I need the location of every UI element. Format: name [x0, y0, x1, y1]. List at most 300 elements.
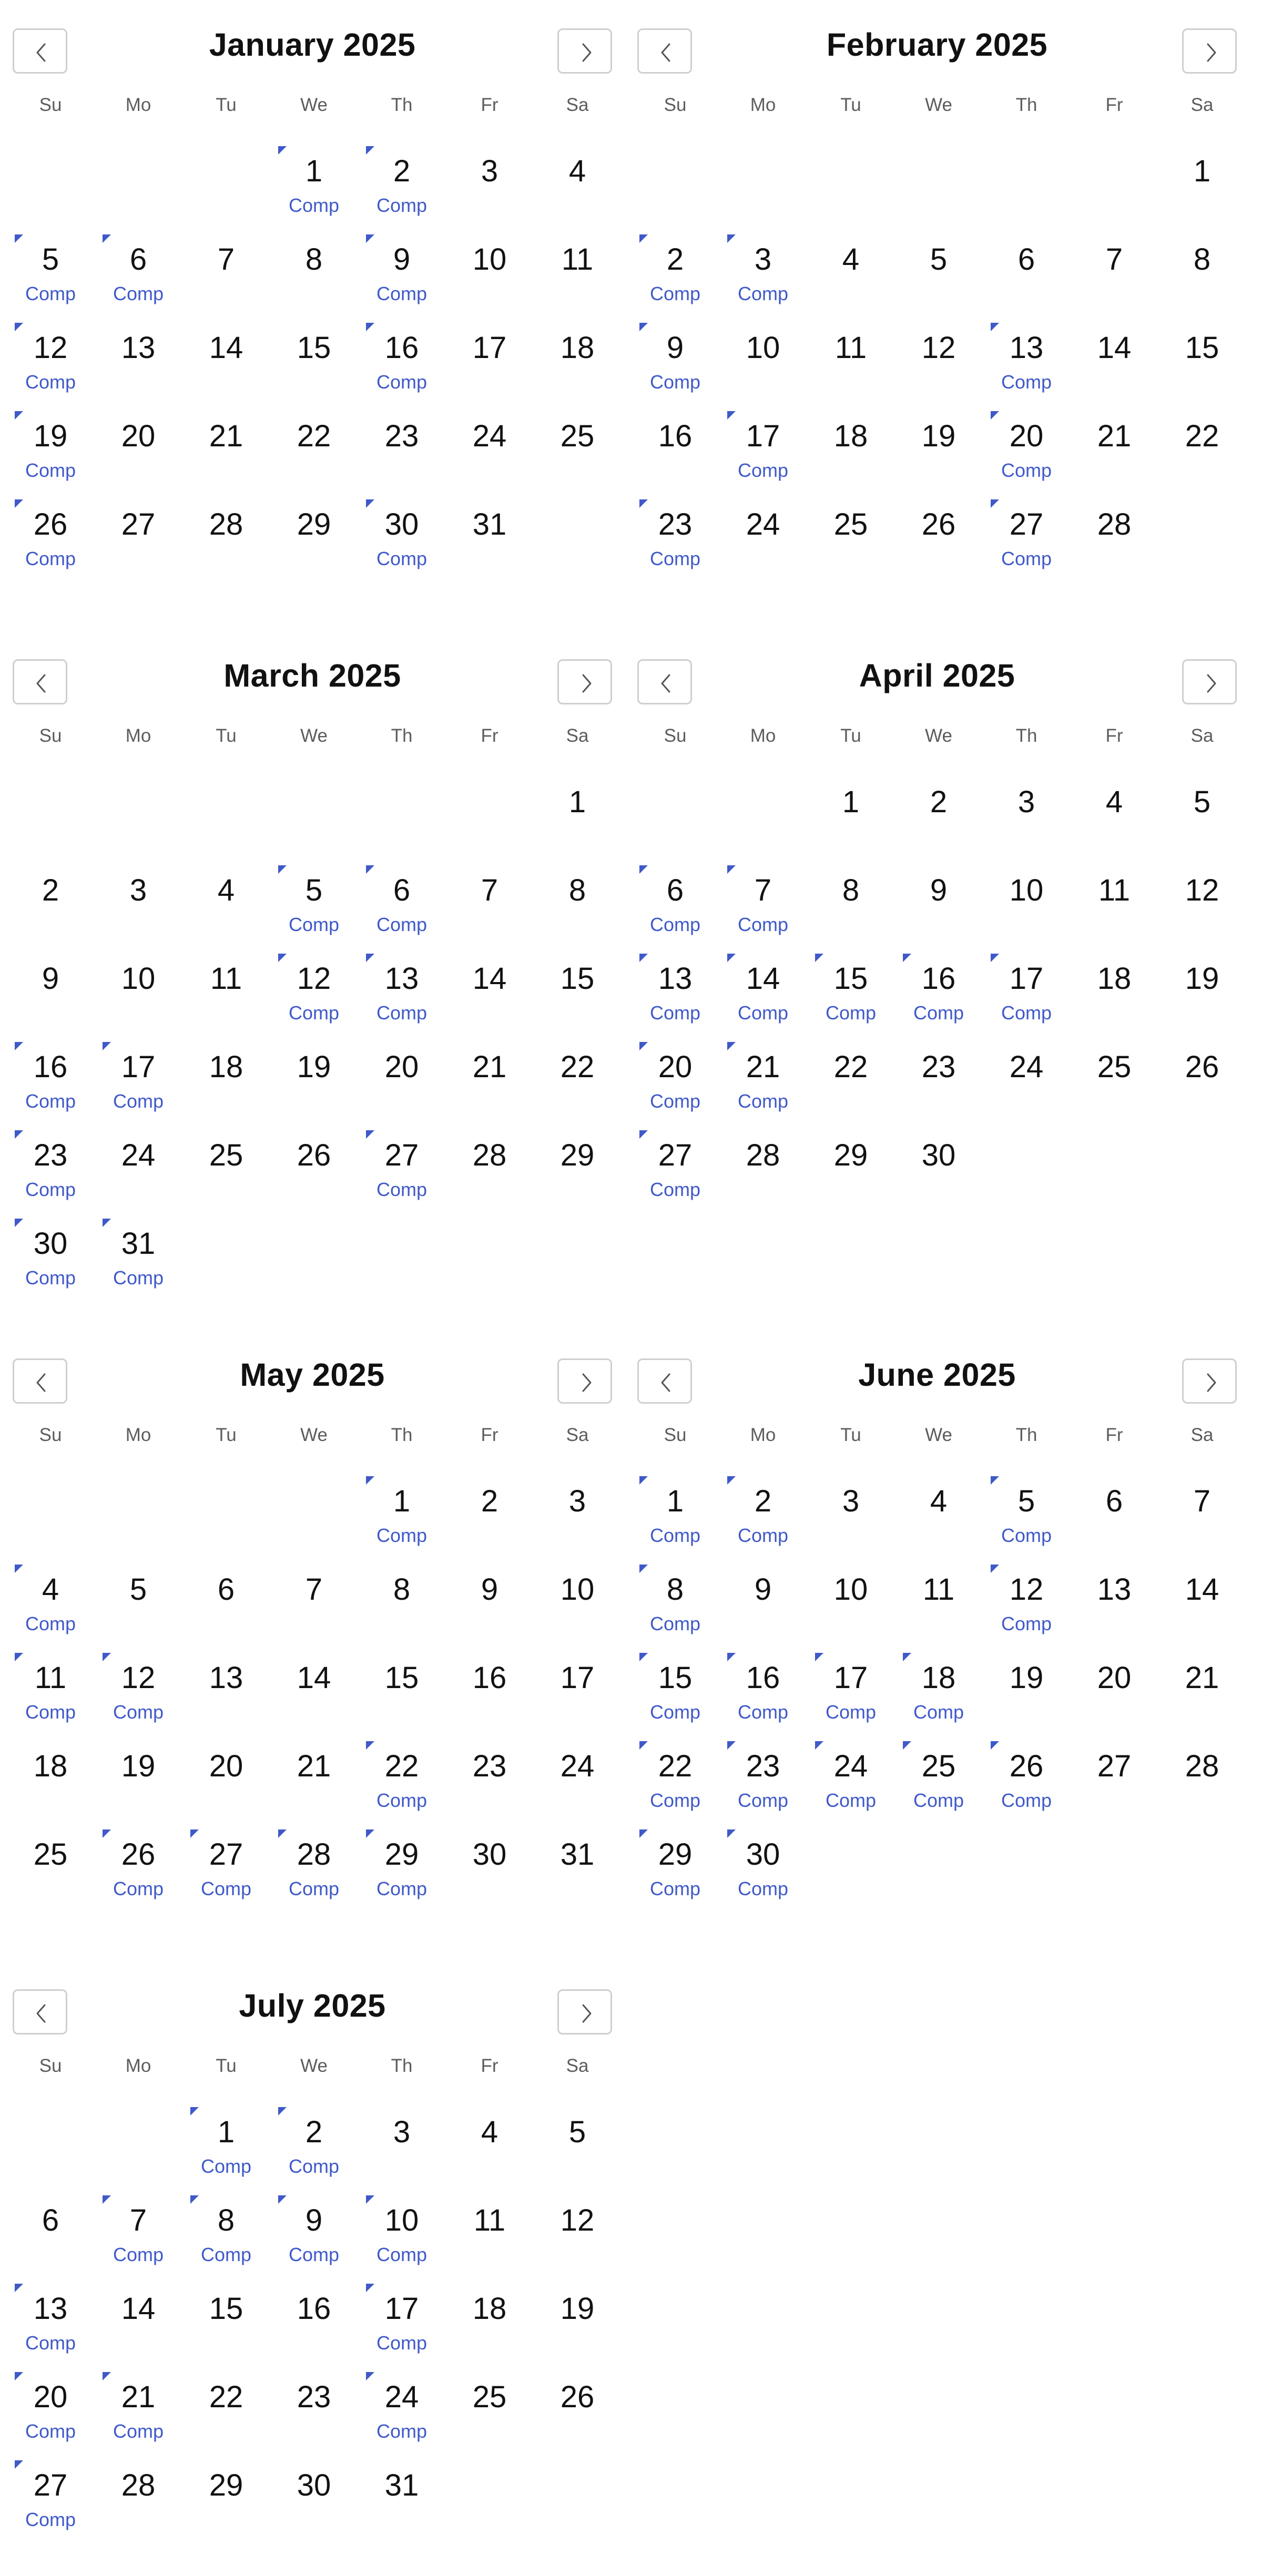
weekday-label: Su: [664, 95, 687, 115]
day-cell[interactable]: [274, 1660, 353, 1744]
day-cell[interactable]: [99, 2291, 178, 2375]
day-number: 25: [1097, 1050, 1132, 1084]
day-cell[interactable]: [99, 1226, 178, 1310]
day-cell[interactable]: [724, 1749, 802, 1833]
day-cell[interactable]: [1075, 784, 1154, 868]
comp-flag-icon: [366, 1476, 374, 1485]
comp-label: Comp: [649, 1002, 701, 1024]
day-cell[interactable]: [11, 2291, 90, 2375]
day-cell[interactable]: [1163, 418, 1241, 503]
day-cell[interactable]: [1075, 1749, 1154, 1833]
day-cell[interactable]: [99, 873, 178, 957]
day-cell[interactable]: [1163, 873, 1241, 957]
day-number: 12: [33, 331, 68, 365]
day-number: 29: [560, 1138, 595, 1172]
day-number: 11: [1098, 873, 1131, 907]
day-cell[interactable]: [538, 242, 617, 326]
comp-flag-icon: [278, 1829, 287, 1838]
day-cell[interactable]: [987, 1660, 1066, 1744]
day-cell[interactable]: [987, 1572, 1066, 1656]
day-number: 27: [121, 507, 156, 541]
day-number: 6: [129, 242, 147, 277]
day-cell[interactable]: [899, 1138, 978, 1222]
day-cell[interactable]: [636, 1138, 715, 1222]
day-cell[interactable]: [724, 1484, 802, 1568]
comp-flag-icon: [15, 1219, 23, 1227]
day-cell[interactable]: [187, 2468, 266, 2552]
day-cell[interactable]: [636, 418, 715, 503]
weekday-label: Sa: [1190, 1425, 1214, 1445]
day-cell[interactable]: [99, 2468, 178, 2552]
day-cell[interactable]: [811, 507, 890, 591]
day-cell[interactable]: [724, 873, 802, 957]
day-number: 28: [1097, 507, 1132, 541]
day-cell[interactable]: [187, 873, 266, 957]
day-number: 3: [481, 154, 498, 188]
day-number: 25: [833, 507, 868, 541]
day-cell[interactable]: [636, 242, 715, 326]
comp-label: Comp: [649, 1790, 701, 1811]
day-cell[interactable]: [450, 242, 529, 326]
day-cell[interactable]: [450, 2114, 529, 2199]
comp-flag-icon: [278, 954, 287, 962]
day-cell[interactable]: [362, 242, 441, 326]
day-cell[interactable]: [811, 1749, 890, 1833]
day-cell[interactable]: [187, 961, 266, 1045]
day-cell[interactable]: [1075, 1049, 1154, 1133]
day-cell[interactable]: [99, 1749, 178, 1833]
day-cell[interactable]: [362, 1572, 441, 1656]
day-cell[interactable]: [187, 2379, 266, 2463]
day-cell[interactable]: [899, 1049, 978, 1133]
day-number: 7: [481, 873, 498, 907]
day-cell[interactable]: [538, 418, 617, 503]
day-cell[interactable]: [450, 2203, 529, 2287]
day-cell[interactable]: [538, 2114, 617, 2199]
day-cell[interactable]: [11, 1837, 90, 1921]
day-cell[interactable]: [11, 418, 90, 503]
day-number: 13: [33, 2292, 68, 2326]
comp-label: Comp: [113, 2420, 164, 2442]
comp-label: Comp: [376, 1525, 428, 1546]
day-cell[interactable]: [1163, 1049, 1241, 1133]
day-cell[interactable]: [811, 961, 890, 1045]
day-cell[interactable]: [899, 1572, 978, 1656]
day-cell[interactable]: [811, 418, 890, 503]
comp-label: Comp: [913, 1701, 964, 1723]
weekday-header-row: [4, 1425, 620, 1456]
day-cell[interactable]: [1163, 154, 1241, 238]
day-cell[interactable]: [362, 2468, 441, 2552]
day-number: 26: [560, 2380, 595, 2414]
day-cell[interactable]: [1075, 507, 1154, 591]
day-cell[interactable]: [538, 330, 617, 414]
day-cell[interactable]: [450, 418, 529, 503]
day-cell[interactable]: [274, 873, 353, 957]
day-cell[interactable]: [987, 242, 1066, 326]
day-cell[interactable]: [11, 242, 90, 326]
day-cell[interactable]: [1075, 1660, 1154, 1744]
day-number: 28: [472, 1138, 507, 1172]
day-cell[interactable]: [450, 1049, 529, 1133]
day-cell[interactable]: [899, 961, 978, 1045]
day-cell[interactable]: [899, 507, 978, 591]
day-cell[interactable]: [362, 961, 441, 1045]
day-cell[interactable]: [1163, 1572, 1241, 1656]
day-cell[interactable]: [724, 1660, 802, 1744]
day-number: 26: [121, 1837, 156, 1872]
day-number: 2: [754, 1484, 772, 1518]
day-cell[interactable]: [987, 507, 1066, 591]
day-cell[interactable]: [987, 784, 1066, 868]
day-cell[interactable]: [1163, 784, 1241, 868]
day-number: 18: [33, 1749, 68, 1783]
day-cell[interactable]: [274, 507, 353, 591]
comp-flag-icon: [278, 146, 287, 155]
day-cell[interactable]: [636, 873, 715, 957]
day-cell[interactable]: [362, 2291, 441, 2375]
day-cell[interactable]: [1075, 330, 1154, 414]
comp-label: Comp: [288, 1002, 340, 1024]
day-cell[interactable]: [11, 507, 90, 591]
day-cell[interactable]: [724, 507, 802, 591]
day-cell[interactable]: [362, 873, 441, 957]
day-cell[interactable]: [274, 330, 353, 414]
day-cell[interactable]: [274, 1749, 353, 1833]
day-cell[interactable]: [274, 961, 353, 1045]
day-cell[interactable]: [987, 418, 1066, 503]
day-cell[interactable]: [11, 2468, 90, 2552]
day-cell[interactable]: [99, 1049, 178, 1133]
day-cell[interactable]: [811, 873, 890, 957]
comp-flag-icon: [278, 865, 287, 874]
next-month-button[interactable]: [1182, 659, 1237, 704]
day-cell[interactable]: [187, 2203, 266, 2287]
day-cell[interactable]: [187, 1049, 266, 1133]
day-cell[interactable]: [724, 1837, 802, 1921]
day-cell[interactable]: [636, 507, 715, 591]
day-cell[interactable]: [538, 1660, 617, 1744]
day-number: 18: [209, 1050, 243, 1084]
day-cell[interactable]: [899, 242, 978, 326]
day-number: 10: [560, 1572, 595, 1607]
day-cell[interactable]: [899, 1484, 978, 1568]
day-cell[interactable]: [274, 2203, 353, 2287]
comp-flag-icon: [991, 954, 999, 962]
day-cell[interactable]: [538, 1837, 617, 1921]
day-cell[interactable]: [636, 1749, 715, 1833]
day-cell[interactable]: [274, 2468, 353, 2552]
day-cell[interactable]: [811, 784, 890, 868]
day-cell[interactable]: [274, 2291, 353, 2375]
day-cell[interactable]: [538, 873, 617, 957]
day-cell[interactable]: [1163, 1749, 1241, 1833]
day-cell[interactable]: [899, 1749, 978, 1833]
day-cell[interactable]: [362, 2379, 441, 2463]
day-number: 14: [209, 331, 243, 365]
day-cell[interactable]: [99, 2379, 178, 2463]
day-cell[interactable]: [636, 1572, 715, 1656]
day-cell[interactable]: [724, 1572, 802, 1656]
day-cell[interactable]: [362, 2114, 441, 2199]
day-cell[interactable]: [538, 2203, 617, 2287]
chevron-right-icon: [577, 673, 596, 694]
day-cell[interactable]: [187, 242, 266, 326]
day-cell[interactable]: [187, 330, 266, 414]
day-cell[interactable]: [636, 1049, 715, 1133]
day-cell[interactable]: [99, 1837, 178, 1921]
day-cell[interactable]: [811, 1138, 890, 1222]
day-cell[interactable]: [724, 242, 802, 326]
next-month-button[interactable]: [1182, 28, 1237, 74]
day-cell[interactable]: [450, 2379, 529, 2463]
day-number: 19: [1185, 962, 1219, 996]
day-cell[interactable]: [636, 1837, 715, 1921]
day-cell[interactable]: [11, 2203, 90, 2287]
day-cell[interactable]: [187, 418, 266, 503]
day-cell[interactable]: [450, 1138, 529, 1222]
day-cell[interactable]: [636, 1660, 715, 1744]
day-cell[interactable]: [811, 1049, 890, 1133]
day-number: 3: [393, 2115, 411, 2149]
day-number: 28: [121, 2468, 156, 2502]
day-cell[interactable]: [987, 961, 1066, 1045]
day-cell[interactable]: [11, 2379, 90, 2463]
day-number: 27: [1097, 1749, 1132, 1783]
day-cell[interactable]: [538, 1484, 617, 1568]
day-cell[interactable]: [987, 330, 1066, 414]
day-cell[interactable]: [450, 873, 529, 957]
day-cell[interactable]: [362, 1484, 441, 1568]
day-number: 16: [33, 1050, 68, 1084]
day-number: 27: [658, 1138, 693, 1172]
comp-label: Comp: [376, 2420, 428, 2442]
day-cell[interactable]: [538, 2379, 617, 2463]
day-cell[interactable]: [1075, 418, 1154, 503]
day-cell[interactable]: [274, 242, 353, 326]
day-cell[interactable]: [99, 1572, 178, 1656]
day-cell[interactable]: [987, 1484, 1066, 1568]
day-number: 14: [121, 2292, 156, 2326]
day-cell[interactable]: [362, 1138, 441, 1222]
day-cell[interactable]: [362, 1049, 441, 1133]
day-cell[interactable]: [1163, 242, 1241, 326]
day-cell[interactable]: [987, 1049, 1066, 1133]
next-month-button[interactable]: [557, 1358, 612, 1404]
day-cell[interactable]: [450, 2291, 529, 2375]
day-cell[interactable]: [538, 154, 617, 238]
day-cell[interactable]: [1163, 330, 1241, 414]
day-cell[interactable]: [362, 154, 441, 238]
day-cell[interactable]: [274, 2114, 353, 2199]
day-cell[interactable]: [362, 507, 441, 591]
day-cell[interactable]: [636, 961, 715, 1045]
day-cell[interactable]: [1163, 961, 1241, 1045]
day-cell[interactable]: [187, 2114, 266, 2199]
day-cell[interactable]: [538, 961, 617, 1045]
day-cell[interactable]: [274, 2379, 353, 2463]
day-cell[interactable]: [899, 330, 978, 414]
weekday-label: We: [925, 95, 952, 115]
day-cell[interactable]: [724, 1138, 802, 1222]
day-number: 3: [754, 242, 772, 277]
day-cell[interactable]: [987, 873, 1066, 957]
day-cell[interactable]: [450, 961, 529, 1045]
day-cell[interactable]: [724, 418, 802, 503]
day-cell[interactable]: [274, 1837, 353, 1921]
day-cell[interactable]: [450, 330, 529, 414]
next-month-button[interactable]: [557, 28, 612, 74]
comp-flag-icon: [103, 234, 111, 243]
day-cell[interactable]: [187, 1660, 266, 1744]
day-cell[interactable]: [1075, 1484, 1154, 1568]
day-cell[interactable]: [450, 1660, 529, 1744]
comp-flag-icon: [15, 323, 23, 331]
day-cell[interactable]: [187, 2291, 266, 2375]
day-number: 19: [33, 419, 68, 453]
day-cell[interactable]: [538, 1049, 617, 1133]
day-cell[interactable]: [11, 961, 90, 1045]
day-number: 8: [305, 242, 323, 277]
day-cell[interactable]: [11, 1049, 90, 1133]
day-cell[interactable]: [811, 1484, 890, 1568]
day-number: 5: [930, 242, 948, 277]
day-cell[interactable]: [11, 1660, 90, 1744]
day-cell[interactable]: [99, 507, 178, 591]
day-cell[interactable]: [99, 1660, 178, 1744]
comp-flag-icon: [103, 1219, 111, 1227]
day-cell[interactable]: [187, 1138, 266, 1222]
day-cell[interactable]: [99, 330, 178, 414]
comp-flag-icon: [815, 1653, 823, 1661]
day-cell[interactable]: [1163, 1660, 1241, 1744]
day-cell[interactable]: [362, 1837, 441, 1921]
day-cell[interactable]: [899, 873, 978, 957]
day-cell[interactable]: [362, 2203, 441, 2287]
comp-label: Comp: [649, 548, 701, 569]
comp-label: Comp: [25, 1701, 76, 1723]
day-cell[interactable]: [11, 1138, 90, 1222]
day-number: 25: [921, 1749, 956, 1783]
day-cell[interactable]: [187, 1572, 266, 1656]
day-number: 1: [568, 785, 586, 819]
day-cell[interactable]: [1075, 1572, 1154, 1656]
next-month-button[interactable]: [557, 1989, 612, 2035]
day-number: 29: [384, 1837, 419, 1872]
next-month-button[interactable]: [557, 659, 612, 704]
day-cell[interactable]: [899, 784, 978, 868]
comp-flag-icon: [639, 323, 648, 331]
day-cell[interactable]: [636, 330, 715, 414]
day-number: 19: [1009, 1661, 1044, 1695]
day-cell[interactable]: [187, 1749, 266, 1833]
day-cell[interactable]: [450, 1484, 529, 1568]
day-cell[interactable]: [362, 418, 441, 503]
weekday-label: Mo: [750, 725, 776, 746]
day-cell[interactable]: [274, 1138, 353, 1222]
comp-flag-icon: [727, 234, 736, 243]
comp-label: Comp: [376, 2244, 428, 2265]
day-cell[interactable]: [11, 330, 90, 414]
comp-label: Comp: [913, 1002, 964, 1024]
day-cell[interactable]: [1075, 873, 1154, 957]
day-cell[interactable]: [987, 1749, 1066, 1833]
day-cell[interactable]: [899, 418, 978, 503]
day-cell[interactable]: [362, 330, 441, 414]
month-title: July 2025: [239, 1988, 386, 2023]
comp-flag-icon: [727, 1829, 736, 1838]
day-number: 22: [297, 419, 331, 453]
day-cell[interactable]: [274, 1049, 353, 1133]
day-cell[interactable]: [187, 1837, 266, 1921]
day-cell[interactable]: [450, 1749, 529, 1833]
day-cell[interactable]: [1075, 242, 1154, 326]
day-cell[interactable]: [811, 1660, 890, 1744]
day-cell[interactable]: [538, 1138, 617, 1222]
day-cell[interactable]: [362, 1749, 441, 1833]
day-cell[interactable]: [274, 1572, 353, 1656]
day-cell[interactable]: [636, 1484, 715, 1568]
day-cell[interactable]: [724, 330, 802, 414]
comp-flag-icon: [727, 954, 736, 962]
day-cell[interactable]: [724, 1049, 802, 1133]
day-cell[interactable]: [99, 2203, 178, 2287]
comp-label: Comp: [649, 283, 701, 304]
day-cell[interactable]: [11, 1749, 90, 1833]
day-cell[interactable]: [1163, 1484, 1241, 1568]
day-cell[interactable]: [274, 418, 353, 503]
day-number: 11: [473, 2203, 506, 2237]
day-cell[interactable]: [538, 1572, 617, 1656]
day-cell[interactable]: [99, 418, 178, 503]
day-cell[interactable]: [538, 2291, 617, 2375]
day-cell[interactable]: [724, 961, 802, 1045]
day-cell[interactable]: [899, 1660, 978, 1744]
day-cell[interactable]: [1075, 961, 1154, 1045]
day-number: 4: [217, 873, 235, 907]
day-cell[interactable]: [538, 1749, 617, 1833]
weekday-label: Fr: [481, 725, 498, 746]
day-cell[interactable]: [450, 507, 529, 591]
day-cell[interactable]: [187, 507, 266, 591]
day-cell[interactable]: [362, 1660, 441, 1744]
next-month-button[interactable]: [1182, 1358, 1237, 1404]
day-cell[interactable]: [99, 1138, 178, 1222]
day-cell[interactable]: [538, 784, 617, 868]
comp-label: Comp: [113, 1267, 164, 1289]
day-cell[interactable]: [811, 242, 890, 326]
day-cell[interactable]: [450, 154, 529, 238]
comp-flag-icon: [15, 1130, 23, 1139]
day-cell[interactable]: [99, 961, 178, 1045]
day-cell[interactable]: [450, 1572, 529, 1656]
day-cell[interactable]: [99, 242, 178, 326]
day-cell[interactable]: [11, 1572, 90, 1656]
day-cell[interactable]: [811, 330, 890, 414]
day-number: 17: [121, 1050, 156, 1084]
day-number: 25: [209, 1138, 243, 1172]
comp-label: Comp: [376, 2332, 428, 2354]
day-cell[interactable]: [450, 1837, 529, 1921]
day-number: 24: [384, 2380, 419, 2414]
day-number: 1: [1193, 154, 1211, 188]
day-cell[interactable]: [274, 154, 353, 238]
comp-label: Comp: [25, 2420, 76, 2442]
day-number: 12: [1185, 873, 1219, 907]
day-cell[interactable]: [811, 1572, 890, 1656]
day-cell[interactable]: [11, 1226, 90, 1310]
day-cell[interactable]: [11, 873, 90, 957]
